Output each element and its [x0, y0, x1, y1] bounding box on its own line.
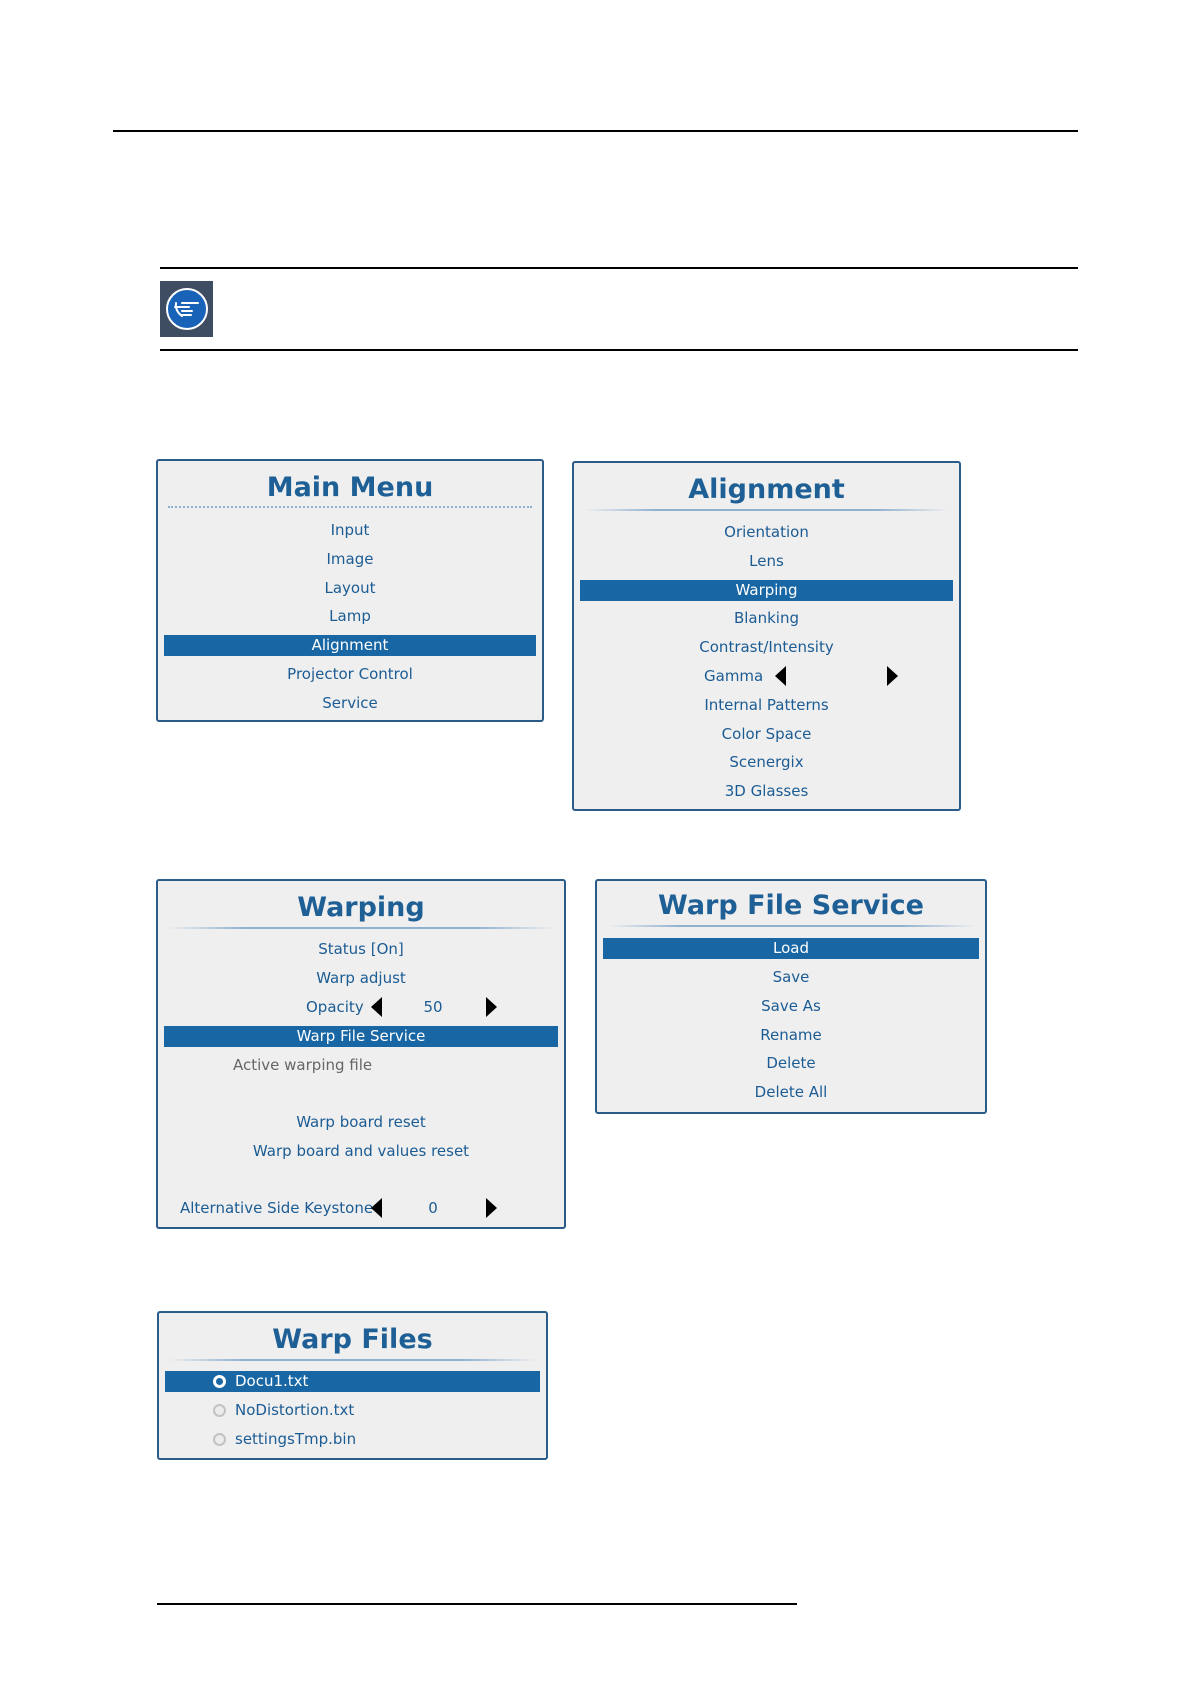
keystone-value: 0 [428, 1199, 438, 1217]
opacity-decrease-arrow-icon[interactable] [371, 997, 382, 1017]
menu-item-contrast-intensity[interactable]: Contrast/Intensity [699, 638, 834, 656]
menu-item-lamp[interactable]: Lamp [329, 607, 371, 625]
note-bottom-rule [160, 349, 1078, 351]
menu-item-status[interactable]: Status [On] [318, 940, 404, 958]
file-name: Docu1.txt [235, 1372, 309, 1390]
keystone-decrease-arrow-icon[interactable] [371, 1198, 382, 1218]
file-name: NoDistortion.txt [235, 1401, 355, 1419]
file-item-nodistortion[interactable] [165, 1400, 540, 1421]
menu-item-delete-all[interactable]: Delete All [754, 1083, 828, 1101]
keystone-label: Alternative Side Keystone [180, 1199, 374, 1217]
menu-item-3d-glasses[interactable]: 3D Glasses [724, 782, 809, 800]
warp-files-panel [157, 1311, 548, 1460]
menu-item-load[interactable]: Load [603, 938, 979, 959]
warp-file-service-title-rule [607, 925, 975, 927]
opacity-label: Opacity [306, 998, 364, 1016]
menu-item-service[interactable]: Service [322, 694, 378, 712]
menu-item-save-as[interactable]: Save As [761, 997, 821, 1015]
menu-item-save[interactable]: Save [772, 968, 810, 986]
menu-item-alternative-side-keystone[interactable] [180, 1198, 380, 1219]
file-name: settingsTmp.bin [235, 1430, 357, 1448]
header-rule [113, 130, 1078, 132]
menu-item-rename[interactable]: Rename [760, 1026, 822, 1044]
menu-item-opacity[interactable] [306, 997, 366, 1018]
menu-item-orientation[interactable]: Orientation [724, 523, 809, 541]
warp-file-service-title: Warp File Service [658, 890, 924, 921]
warping-title-rule [168, 927, 554, 929]
radio-selected-icon [213, 1375, 226, 1388]
alignment-title-rule [584, 509, 949, 511]
menu-item-projector-control[interactable]: Projector Control [287, 665, 413, 683]
menu-item-image[interactable]: Image [326, 550, 374, 568]
gamma-increase-arrow-icon[interactable] [887, 666, 898, 686]
menu-item-color-space[interactable]: Color Space [721, 725, 812, 743]
keystone-increase-arrow-icon[interactable] [486, 1198, 497, 1218]
menu-item-gamma[interactable] [704, 666, 784, 687]
menu-item-warp-adjust[interactable]: Warp adjust [316, 969, 406, 987]
menu-item-lens[interactable]: Lens [749, 552, 784, 570]
gamma-decrease-arrow-icon[interactable] [775, 666, 786, 686]
note-top-rule [160, 267, 1078, 269]
opacity-increase-arrow-icon[interactable] [486, 997, 497, 1017]
main-menu-title-rule [168, 506, 532, 508]
radio-unselected-icon [213, 1404, 226, 1417]
menu-item-delete[interactable]: Delete [766, 1054, 816, 1072]
menu-item-internal-patterns[interactable]: Internal Patterns [704, 696, 829, 714]
alignment-menu-title: Alignment [688, 474, 845, 505]
warp-files-title: Warp Files [272, 1324, 433, 1355]
menu-item-input[interactable]: Input [330, 521, 370, 539]
warp-files-title-rule [169, 1359, 536, 1361]
warping-menu-title: Warping [297, 892, 425, 923]
opacity-value: 50 [423, 998, 443, 1016]
menu-item-scenergix[interactable]: Scenergix [729, 753, 804, 771]
warping-menu-panel [156, 879, 566, 1229]
alignment-menu-panel [572, 461, 961, 811]
radio-unselected-icon [213, 1433, 226, 1446]
active-warping-file-label: Active warping file [233, 1056, 373, 1074]
menu-item-layout[interactable]: Layout [324, 579, 376, 597]
file-item-settingstmp[interactable] [165, 1429, 540, 1450]
main-menu-title: Main Menu [266, 472, 434, 503]
menu-item-warp-board-values-reset[interactable]: Warp board and values reset [252, 1142, 470, 1160]
menu-item-warp-board-reset[interactable]: Warp board reset [296, 1113, 426, 1131]
main-menu-panel [156, 459, 544, 722]
pointing-hand-icon [160, 281, 213, 337]
warp-file-service-panel [595, 879, 987, 1114]
gamma-label: Gamma [704, 667, 764, 685]
file-item-docu1[interactable] [165, 1371, 540, 1392]
menu-item-warping[interactable]: Warping [580, 580, 953, 601]
footer-rule [157, 1603, 797, 1605]
menu-item-warp-file-service[interactable]: Warp File Service [164, 1026, 558, 1047]
menu-item-blanking[interactable]: Blanking [733, 609, 800, 627]
menu-item-alignment[interactable]: Alignment [164, 635, 536, 656]
